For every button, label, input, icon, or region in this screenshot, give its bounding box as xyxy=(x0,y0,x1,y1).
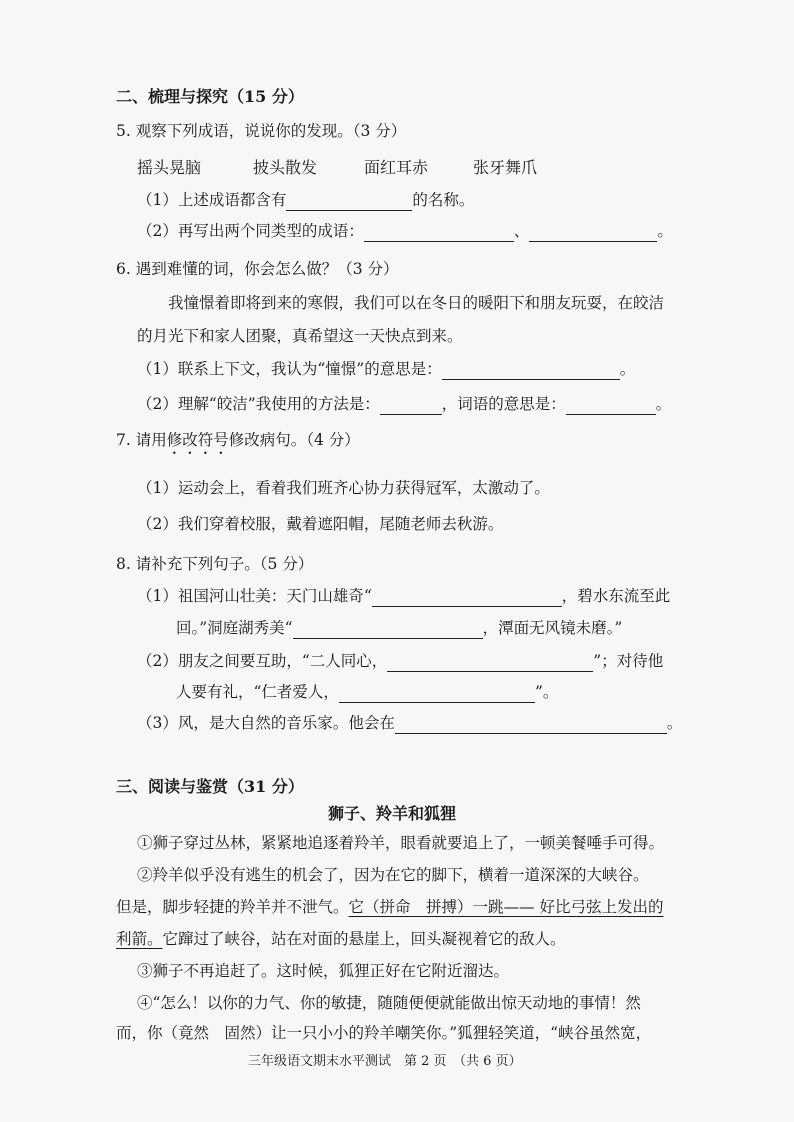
passage-line: ①狮子穿过丛林，紧紧地追逐着羚羊，眼看就要追上了，一顿美餐唾手可得。 xyxy=(137,834,665,852)
passage-line: ③狮子不再追赶了。这时候，狐狸正好在它附近溜达。 xyxy=(137,962,510,980)
text: 。 xyxy=(619,360,636,378)
answer-blank[interactable] xyxy=(372,590,562,607)
text: ”；对待他 xyxy=(593,652,664,670)
text: （2）理解“皎洁”我使用的方法是： xyxy=(137,395,380,413)
question-8-sub2-cont xyxy=(176,681,558,703)
text: ，碧水东流至此 xyxy=(561,587,671,605)
passage-title: 狮子、羚羊和狐狸 xyxy=(328,804,457,823)
answer-blank[interactable] xyxy=(442,363,620,380)
text: （3）风，是大自然的音乐家。他会在 xyxy=(137,714,395,732)
passage-line: ②羚羊似乎没有逃生的机会了，因为在它的脚下，横着一道深深的大峡谷。 xyxy=(137,866,649,884)
answer-blank[interactable] xyxy=(293,622,483,639)
text: 。 xyxy=(666,714,683,732)
answer-blank[interactable] xyxy=(364,225,514,242)
idiom: 披头散发 xyxy=(253,158,318,177)
question-7-prompt xyxy=(116,429,360,458)
answer-blank[interactable] xyxy=(395,717,667,734)
text: 的名称。 xyxy=(412,191,475,209)
text: 它蹿过了峡谷，站在对面的悬崖上，回头凝视着它的敌人。 xyxy=(162,930,566,948)
text: ，词语的意思是： xyxy=(441,395,566,413)
text: （2）朋友之间要互助，“二人同心， xyxy=(137,652,388,670)
text: 、 xyxy=(513,222,530,240)
text: （1）联系上下文，我认为“憧憬”的意思是： xyxy=(137,360,442,378)
question-8-sub1 xyxy=(137,585,670,607)
text: ，潭面无风镜未磨。” xyxy=(482,619,623,637)
answer-blank[interactable] xyxy=(387,655,593,672)
question-6-sub2 xyxy=(137,393,671,415)
passage-line xyxy=(116,928,566,950)
text: 人要有礼，“仁者爱人， xyxy=(176,683,339,701)
section-heading: 三、阅读与鉴赏（31 分） xyxy=(116,777,304,796)
question-8-sub3 xyxy=(137,712,682,734)
idiom: 面红耳赤 xyxy=(364,158,429,177)
text: 修改病句。（4 分） xyxy=(228,431,360,449)
sick-sentence: （2）我们穿着校服，戴着遮阳帽，尾随老师去秋游。 xyxy=(137,515,504,533)
question-5-prompt: 5. 观察下列成语，说说你的发现。（3 分） xyxy=(116,122,407,140)
text: 7. 请用 xyxy=(116,431,167,449)
text: （1）祖国河山壮美：天门山雄奇“ xyxy=(137,587,372,605)
answer-blank[interactable] xyxy=(286,194,412,211)
text: 但是，脚步轻捷的羚羊并不泄气。 xyxy=(116,898,349,916)
idiom: 摇头晃脑 xyxy=(137,158,202,177)
passage-line: 的月光下和家人团聚，真希望这一天快点到来。 xyxy=(137,327,463,345)
question-6-sub1 xyxy=(137,358,635,380)
text: 。 xyxy=(657,222,673,240)
answer-blank[interactable] xyxy=(566,398,656,415)
answer-blank[interactable] xyxy=(529,225,657,242)
underlined-sentence: 利箭。 xyxy=(116,930,163,948)
sick-sentence: （1）运动会上，看着我们班齐心协力获得冠军，太激动了。 xyxy=(137,479,550,497)
text: 。 xyxy=(655,395,672,413)
question-5-sub1 xyxy=(137,189,474,211)
passage-line: 而，你（竟然 固然）让一只小小的羚羊嘲笑你。”狐狸轻笑道，“峡谷虽然宽， xyxy=(116,1024,652,1042)
emphasis-text: 修改符号 xyxy=(166,431,229,449)
passage-line: ④“怎么！以你的力气、你的敏捷，随随便便就能做出惊天动地的事情！然 xyxy=(137,994,641,1012)
question-8-sub2 xyxy=(137,650,663,672)
question-6-prompt: 6. 遇到难懂的词，你会怎么做？（3 分） xyxy=(116,260,399,278)
idiom: 张牙舞爪 xyxy=(473,158,538,177)
question-8-sub1-cont xyxy=(176,617,622,639)
passage-line: 我憧憬着即将到来的寒假，我们可以在冬日的暖阳下和朋友玩耍，在皎洁 xyxy=(168,294,665,312)
underlined-sentence: 它（拼命 拼搏）一跳—— 好比弓弦上发出的 xyxy=(348,898,664,916)
question-5-sub2 xyxy=(137,220,673,242)
section-heading: 二、梳理与探究（15 分） xyxy=(116,87,304,106)
text: （1）上述成语都含有 xyxy=(137,191,287,209)
question-8-prompt: 8. 请补充下列句子。（5 分） xyxy=(116,555,314,573)
passage-line xyxy=(116,896,663,918)
page-footer: 三年级语文期末水平测试 第 2 页 （共 6 页） xyxy=(248,1054,522,1069)
text: ”。 xyxy=(534,683,559,701)
text: （2）再写出两个同类型的成语： xyxy=(137,222,364,240)
text: 回。”洞庭湖秀美“ xyxy=(176,619,293,637)
answer-blank[interactable] xyxy=(380,398,442,415)
answer-blank[interactable] xyxy=(339,686,535,703)
